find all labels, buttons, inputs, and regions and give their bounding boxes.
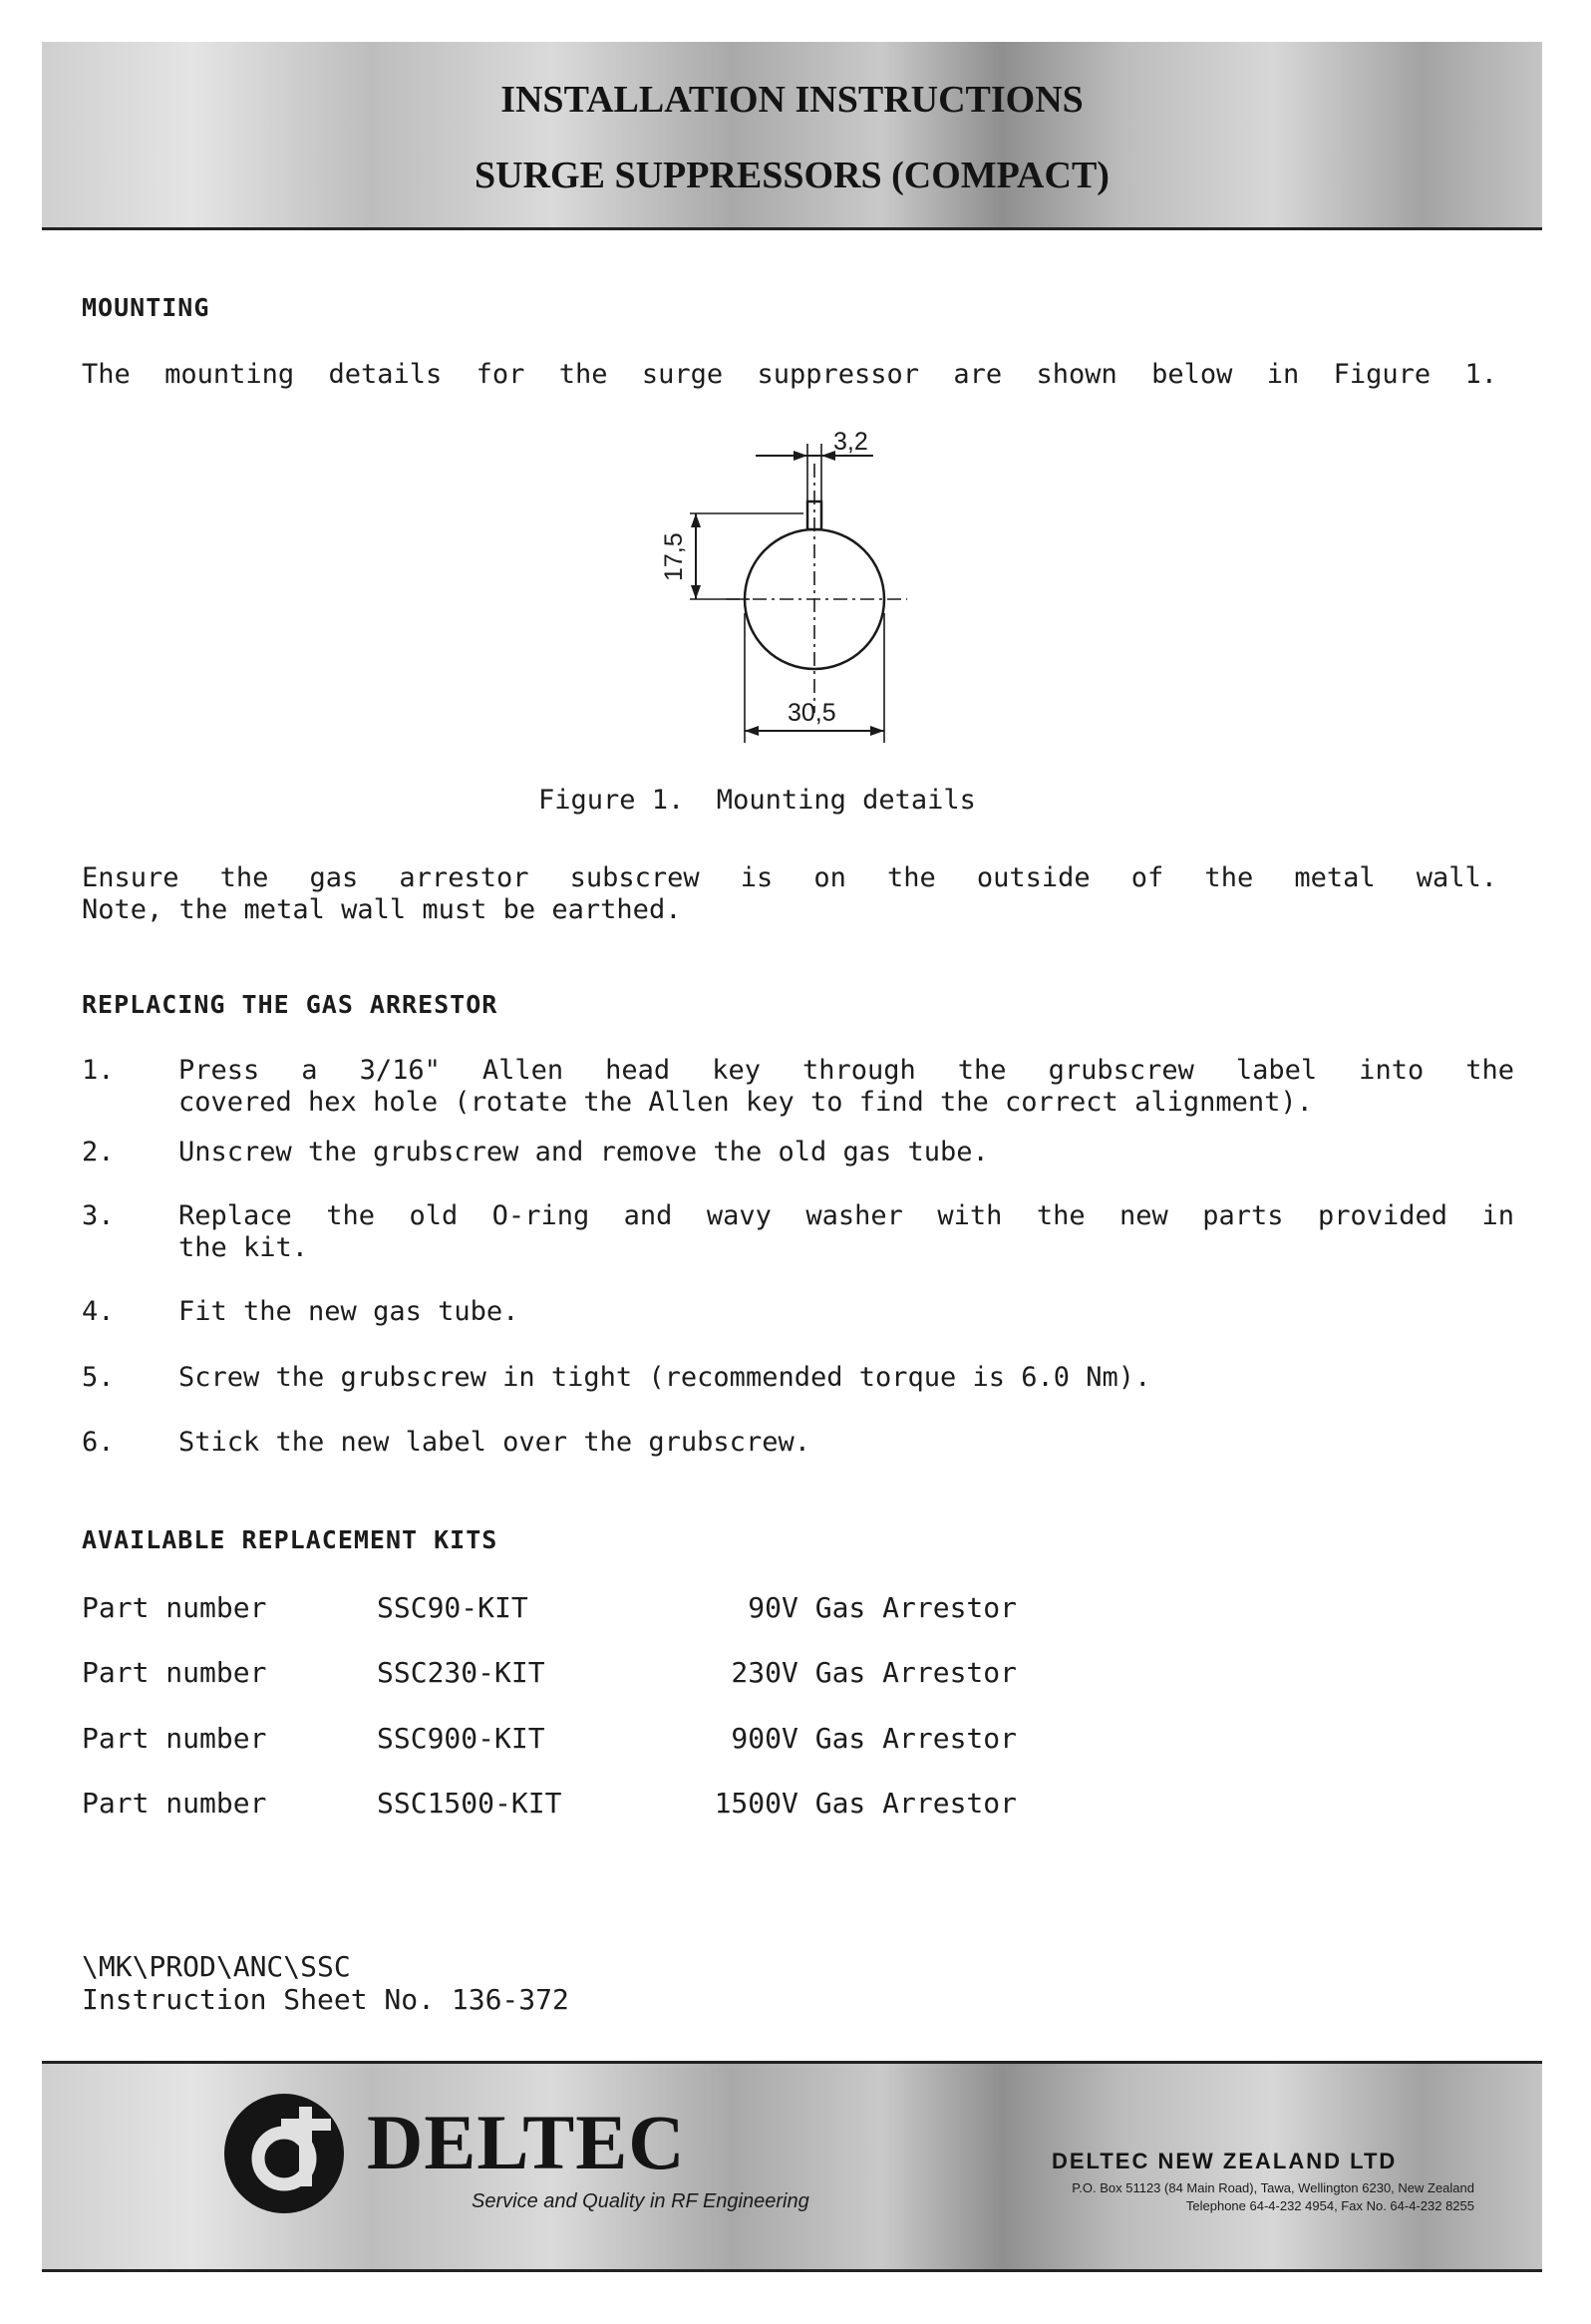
step-text-line: Screw the grubscrew in tight (recommended torque is 6.0 Nm). [178,1362,1151,1393]
kit-label: Part number [82,1656,267,1689]
company-phone: Telephone 64-4-232 4954, Fax No. 64-4-232 8255 [1185,2198,1474,2213]
step-number: 2. [82,1137,115,1167]
mounting-note-line1: Ensure the gas arrestor subscrew is on the outside of the metal wall. [82,862,1497,893]
company-address: P.O. Box 51123 (84 Main Road), Tawa, Wellington 6230, New Zealand [1072,2180,1474,2195]
kit-description: 900V Gas Arrestor [731,1722,1017,1755]
kit-description: 1500V Gas Arrestor [714,1787,1017,1820]
mounting-note-line2: Note, the metal wall must be earthed. [82,894,682,925]
step-number: 4. [82,1296,115,1327]
kit-part-number: SSC1500-KIT [377,1787,562,1820]
kit-part-number: SSC90-KIT [377,1591,528,1624]
mounting-intro: The mounting details for the surge suppressor are shown below in Figure 1. [82,359,1497,390]
step-text-line: Stick the new label over the grubscrew. [178,1427,810,1458]
step-number: 3. [82,1200,115,1231]
dim-height-label: 17,5 [660,532,688,581]
reference-path: \MK\PROD\ANC\SSC [82,1950,351,1983]
brand-tagline: Service and Quality in RF Engineering [472,2190,809,2212]
figure-caption: Figure 1. Mounting details [538,785,976,816]
step-text-line: the kit. [178,1232,309,1263]
deltec-logo-icon [219,2089,349,2218]
kit-part-number: SSC900-KIT [377,1722,545,1755]
document-title: INSTALLATION INSTRUCTIONS [500,79,1084,121]
step-text-line: Press a 3/16" Allen head key through the grubscrew label into the [178,1055,1514,1086]
mounting-diagram [648,414,947,743]
kit-label: Part number [82,1722,267,1755]
kit-part-number: SSC230-KIT [377,1656,545,1689]
step-number: 1. [82,1055,115,1086]
kit-description: 230V Gas Arrestor [731,1656,1017,1689]
dim-diameter-label: 30,5 [788,699,836,727]
replacing-heading: REPLACING THE GAS ARRESTOR [82,990,498,1019]
step-number: 5. [82,1362,115,1393]
step-text-line: Fit the new gas tube. [178,1296,519,1327]
step-text-line: covered hex hole (rotate the Allen key to find the correct alignment). [178,1087,1313,1118]
dim-slot-width-label: 3,2 [833,428,868,456]
kit-label: Part number [82,1787,267,1820]
kit-label: Part number [82,1591,267,1624]
instruction-sheet-number: Instruction Sheet No. 136-372 [82,1983,569,2016]
kits-heading: AVAILABLE REPLACEMENT KITS [82,1525,498,1554]
step-number: 6. [82,1427,115,1458]
company-name: DELTEC NEW ZEALAND LTD [1052,2149,1398,2173]
mounting-heading: MOUNTING [82,293,210,322]
brand-name: DELTEC [367,2099,686,2185]
kit-description: 90V Gas Arrestor [748,1591,1017,1624]
header-banner [42,42,1542,230]
document-subtitle: SURGE SUPPRESSORS (COMPACT) [475,155,1110,196]
step-text-line: Replace the old O-ring and wavy washer with the new parts provided in [178,1200,1514,1231]
step-text-line: Unscrew the grubscrew and remove the old gas tube. [178,1137,989,1167]
